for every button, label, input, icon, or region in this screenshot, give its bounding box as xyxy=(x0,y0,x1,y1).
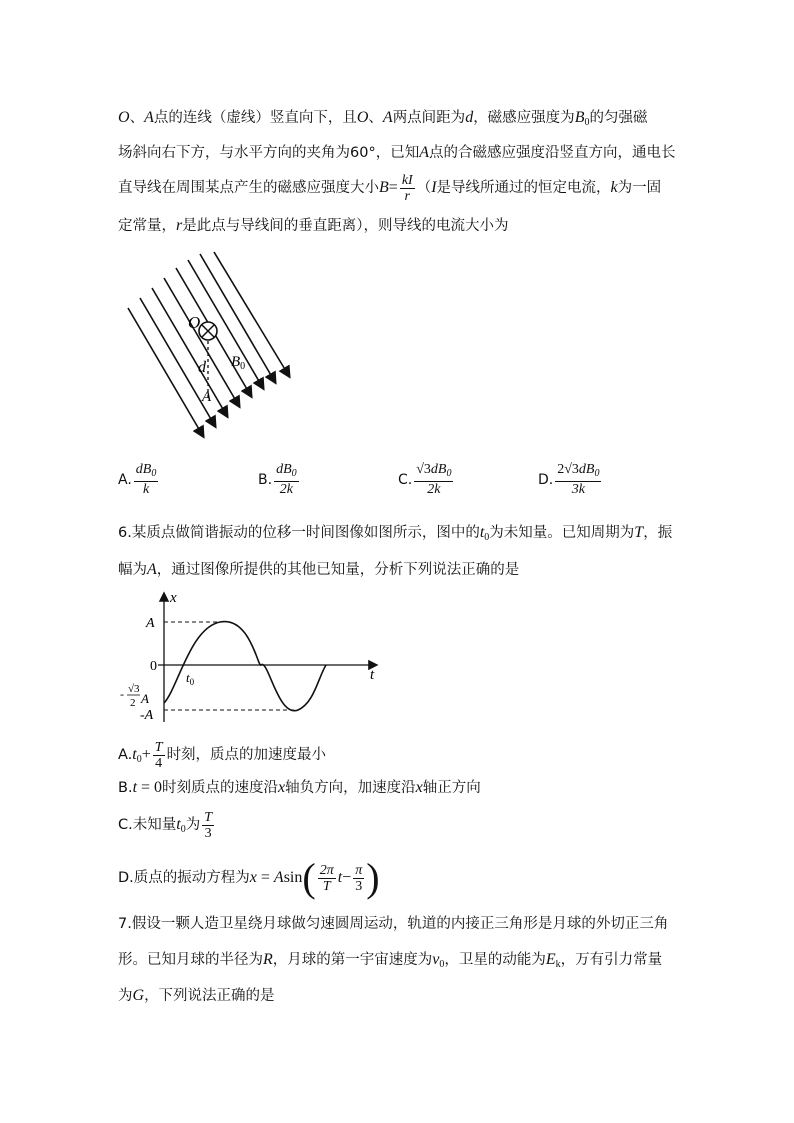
q6-line-2 xyxy=(118,560,519,580)
q5-option-d[interactable] xyxy=(538,462,603,497)
fraction-denominator: 3 xyxy=(204,825,212,841)
fraction-numerator: dB xyxy=(135,462,152,477)
q5-text: 场斜向右下方，与水平方向的夹角为60°，已知 xyxy=(118,145,420,161)
label-neg-A: -A xyxy=(140,708,154,723)
q6-text: C.未知量 xyxy=(118,817,177,833)
q5-text: A xyxy=(144,109,154,126)
option-c-formula xyxy=(414,462,453,497)
fraction-coef: √3 xyxy=(416,462,431,477)
T-over-3 xyxy=(202,810,214,841)
q6-text: t xyxy=(479,524,485,541)
q5-line-2 xyxy=(118,143,675,163)
q5-text: 0 xyxy=(584,117,590,128)
q6-text: 0 xyxy=(180,824,186,835)
q7-text: G xyxy=(132,987,145,1004)
q5-option-c[interactable] xyxy=(398,462,455,497)
q6-text: sin xyxy=(283,869,303,886)
q7-text: ，下列说法正确的是 xyxy=(144,988,275,1004)
q5-text: ，磁感应强度为 xyxy=(473,110,575,126)
q5-text: 是导线所通过的恒定电流， xyxy=(436,180,611,196)
q6-text: t xyxy=(132,779,138,796)
q5-text: 为一固 xyxy=(617,180,662,196)
fraction-sub: 0 xyxy=(594,468,600,479)
q7-text: v xyxy=(432,951,440,968)
fraction-numerator: T xyxy=(204,809,212,825)
label-two: 2 xyxy=(130,697,136,709)
label-minus: - xyxy=(120,687,124,701)
q5-line-1 xyxy=(118,108,647,133)
q6-text: 0 xyxy=(484,532,490,543)
q5-text: O xyxy=(356,109,369,126)
q6-text: 为 xyxy=(185,817,201,833)
q6-text: 为未知量。已知周期为 xyxy=(489,525,635,541)
label-O: O xyxy=(188,313,201,332)
q5-line-3 xyxy=(118,172,661,204)
q6-text: 0 xyxy=(136,754,142,765)
fraction-numerator: kI xyxy=(401,172,413,188)
fraction-sub: 0 xyxy=(291,468,297,479)
q5-text: O xyxy=(118,109,130,126)
q5-text: 、 xyxy=(129,110,145,126)
label-B: B xyxy=(231,354,241,370)
axis-t-label: t xyxy=(370,667,375,683)
label-t: t xyxy=(186,670,190,685)
q5-text: 点的连线（虚线）竖直向下，且 xyxy=(153,110,357,126)
fraction-coef: 2√3 xyxy=(557,462,579,477)
q5-text: r xyxy=(176,217,183,234)
q6-option-b[interactable] xyxy=(118,778,481,798)
option-d-formula xyxy=(555,462,601,497)
label-B-sub: 0 xyxy=(240,361,246,372)
q7-text: 形。已知月球的半径为 xyxy=(118,952,263,968)
fraction-denominator: 2k xyxy=(279,482,293,497)
fraction-numerator: 2π xyxy=(319,862,334,878)
q6-text: 轴负方向，加速度沿 xyxy=(285,780,416,796)
fraction-denominator: 3k xyxy=(571,482,585,497)
label-B0 xyxy=(231,354,245,372)
q6-text: ，通过图像所提供的其他已知量，分析下列说法正确的是 xyxy=(156,562,520,578)
q7-line-1 xyxy=(118,914,668,934)
q5-text: 直导线在周围某点产生的磁感应强度大小 xyxy=(118,180,379,196)
option-letter: B. xyxy=(258,471,273,488)
q5-text: A xyxy=(419,144,429,161)
sine-curve xyxy=(164,622,326,711)
q5-text: 的匀强磁 xyxy=(589,110,648,126)
q5-text: （ xyxy=(416,180,432,196)
fraction-denominator: r xyxy=(404,188,410,204)
fraction-denominator: 2k xyxy=(427,482,441,497)
pi-over-3 xyxy=(353,863,364,894)
option-letter: C. xyxy=(398,471,413,488)
option-letter: D. xyxy=(538,471,554,488)
magnetic-field-figure xyxy=(118,248,298,444)
q6-text: A xyxy=(273,869,284,886)
q5-text: = xyxy=(388,179,398,196)
fraction-sub: 0 xyxy=(446,468,452,479)
q6-text: 时刻，质点的加速度最小 xyxy=(166,747,327,763)
label-sqrt3: √3 xyxy=(128,683,140,695)
q6-text: t xyxy=(132,746,137,763)
q5-text: B xyxy=(379,179,389,196)
q6-option-c[interactable] xyxy=(118,808,216,847)
fraction-numerator: dB xyxy=(276,462,292,477)
q5-text: 是此点与导线间的垂直距离），则导线的电流大小为 xyxy=(182,218,509,234)
option-letter: A. xyxy=(118,747,133,763)
q7-text: ，卫星的动能为 xyxy=(444,952,546,968)
q6-text: x xyxy=(415,779,423,796)
option-letter: A. xyxy=(118,471,132,488)
q5-text: 点的合磁感应强度沿竖直方向，通电长 xyxy=(428,145,676,161)
q7-line-2 xyxy=(118,950,662,975)
q7-text: ，月球的第一宇宙速度为 xyxy=(272,952,433,968)
fraction-numerator: T xyxy=(154,739,163,755)
q6-text: x xyxy=(278,779,286,796)
fraction-sub: 0 xyxy=(151,468,157,479)
q6-text: − xyxy=(342,869,352,886)
label-t0 xyxy=(186,670,195,687)
option-letter: B. xyxy=(118,780,133,796)
q6-text: = xyxy=(256,869,274,886)
q5-text: B xyxy=(574,109,585,126)
q7-text: 7.假设一颗人造卫星绕月球做匀速圆周运动，轨道的内接正三角形是月球的外切正三角 xyxy=(118,916,669,932)
q7-text: ，万有引力常量 xyxy=(560,952,663,968)
q6-line-1 xyxy=(118,523,672,548)
q5-text: A xyxy=(382,109,393,126)
label-A: A xyxy=(146,616,155,631)
label-t-sub: 0 xyxy=(189,677,195,687)
q5-text: d xyxy=(465,109,474,126)
q7-text: R xyxy=(263,951,273,968)
fraction-numerator: dB xyxy=(578,462,595,477)
label-d: d xyxy=(198,359,206,376)
q7-text: 为 xyxy=(118,988,133,1004)
q6-text: t xyxy=(176,816,181,833)
option-a-formula xyxy=(134,462,159,497)
q6-text: D.质点的振动方程为 xyxy=(118,870,250,886)
q7-text: k xyxy=(555,959,561,970)
q6-text: A xyxy=(147,561,157,578)
option-b-formula xyxy=(274,462,299,497)
q5-text: I xyxy=(431,179,437,196)
q5-option-b[interactable] xyxy=(258,462,301,497)
fraction-numerator: dB xyxy=(430,462,447,477)
q5-text: 两点间距为 xyxy=(392,110,466,126)
shm-displacement-graph xyxy=(118,588,386,728)
q7-text: E xyxy=(545,951,556,968)
q5-text: 定常量， xyxy=(118,218,176,234)
axis-x-label: x xyxy=(170,590,177,606)
T-over-4 xyxy=(153,740,165,771)
fraction-denominator: T xyxy=(322,878,331,894)
q6-option-d[interactable]: D.质点的振动方程为x = Asin( $\frac{2\pi}{T}$ t− $\frac{\pi}{3}$ ) xyxy=(118,855,380,900)
q6-text: 轴正方向 xyxy=(422,780,481,796)
q6-text: 6.某质点做简谐振动的位移一时间图像如图所示，图中的 xyxy=(118,525,480,541)
q6-text: T xyxy=(634,524,644,541)
q5-text: k xyxy=(610,179,618,196)
label-A: A xyxy=(202,389,212,405)
fraction-numerator: π xyxy=(355,862,363,878)
q6-text: 幅为 xyxy=(118,562,147,578)
q6-text: + xyxy=(141,746,151,763)
2pi-over-T xyxy=(318,863,336,894)
label-sqrt-A: A xyxy=(141,691,149,706)
q5-text: 、 xyxy=(368,110,383,126)
q6-text: ，振 xyxy=(643,525,673,541)
q7-line-3 xyxy=(118,986,275,1006)
fraction-denominator: 3 xyxy=(355,878,363,894)
fraction-denominator: 4 xyxy=(155,755,163,771)
q6-text: x xyxy=(249,869,257,886)
label-zero: 0 xyxy=(150,659,157,674)
formula-kI-over-r xyxy=(400,173,415,204)
q5-line-4 xyxy=(118,216,508,236)
q6-text: 时刻质点的速度沿 xyxy=(162,780,279,796)
q7-text: 0 xyxy=(439,959,445,970)
fraction-denominator: k xyxy=(142,482,150,497)
q6-option-a[interactable] xyxy=(118,738,326,777)
q5-option-a[interactable] xyxy=(118,462,160,497)
q6-text: = 0 xyxy=(137,779,163,796)
q6-text: t xyxy=(337,869,343,886)
